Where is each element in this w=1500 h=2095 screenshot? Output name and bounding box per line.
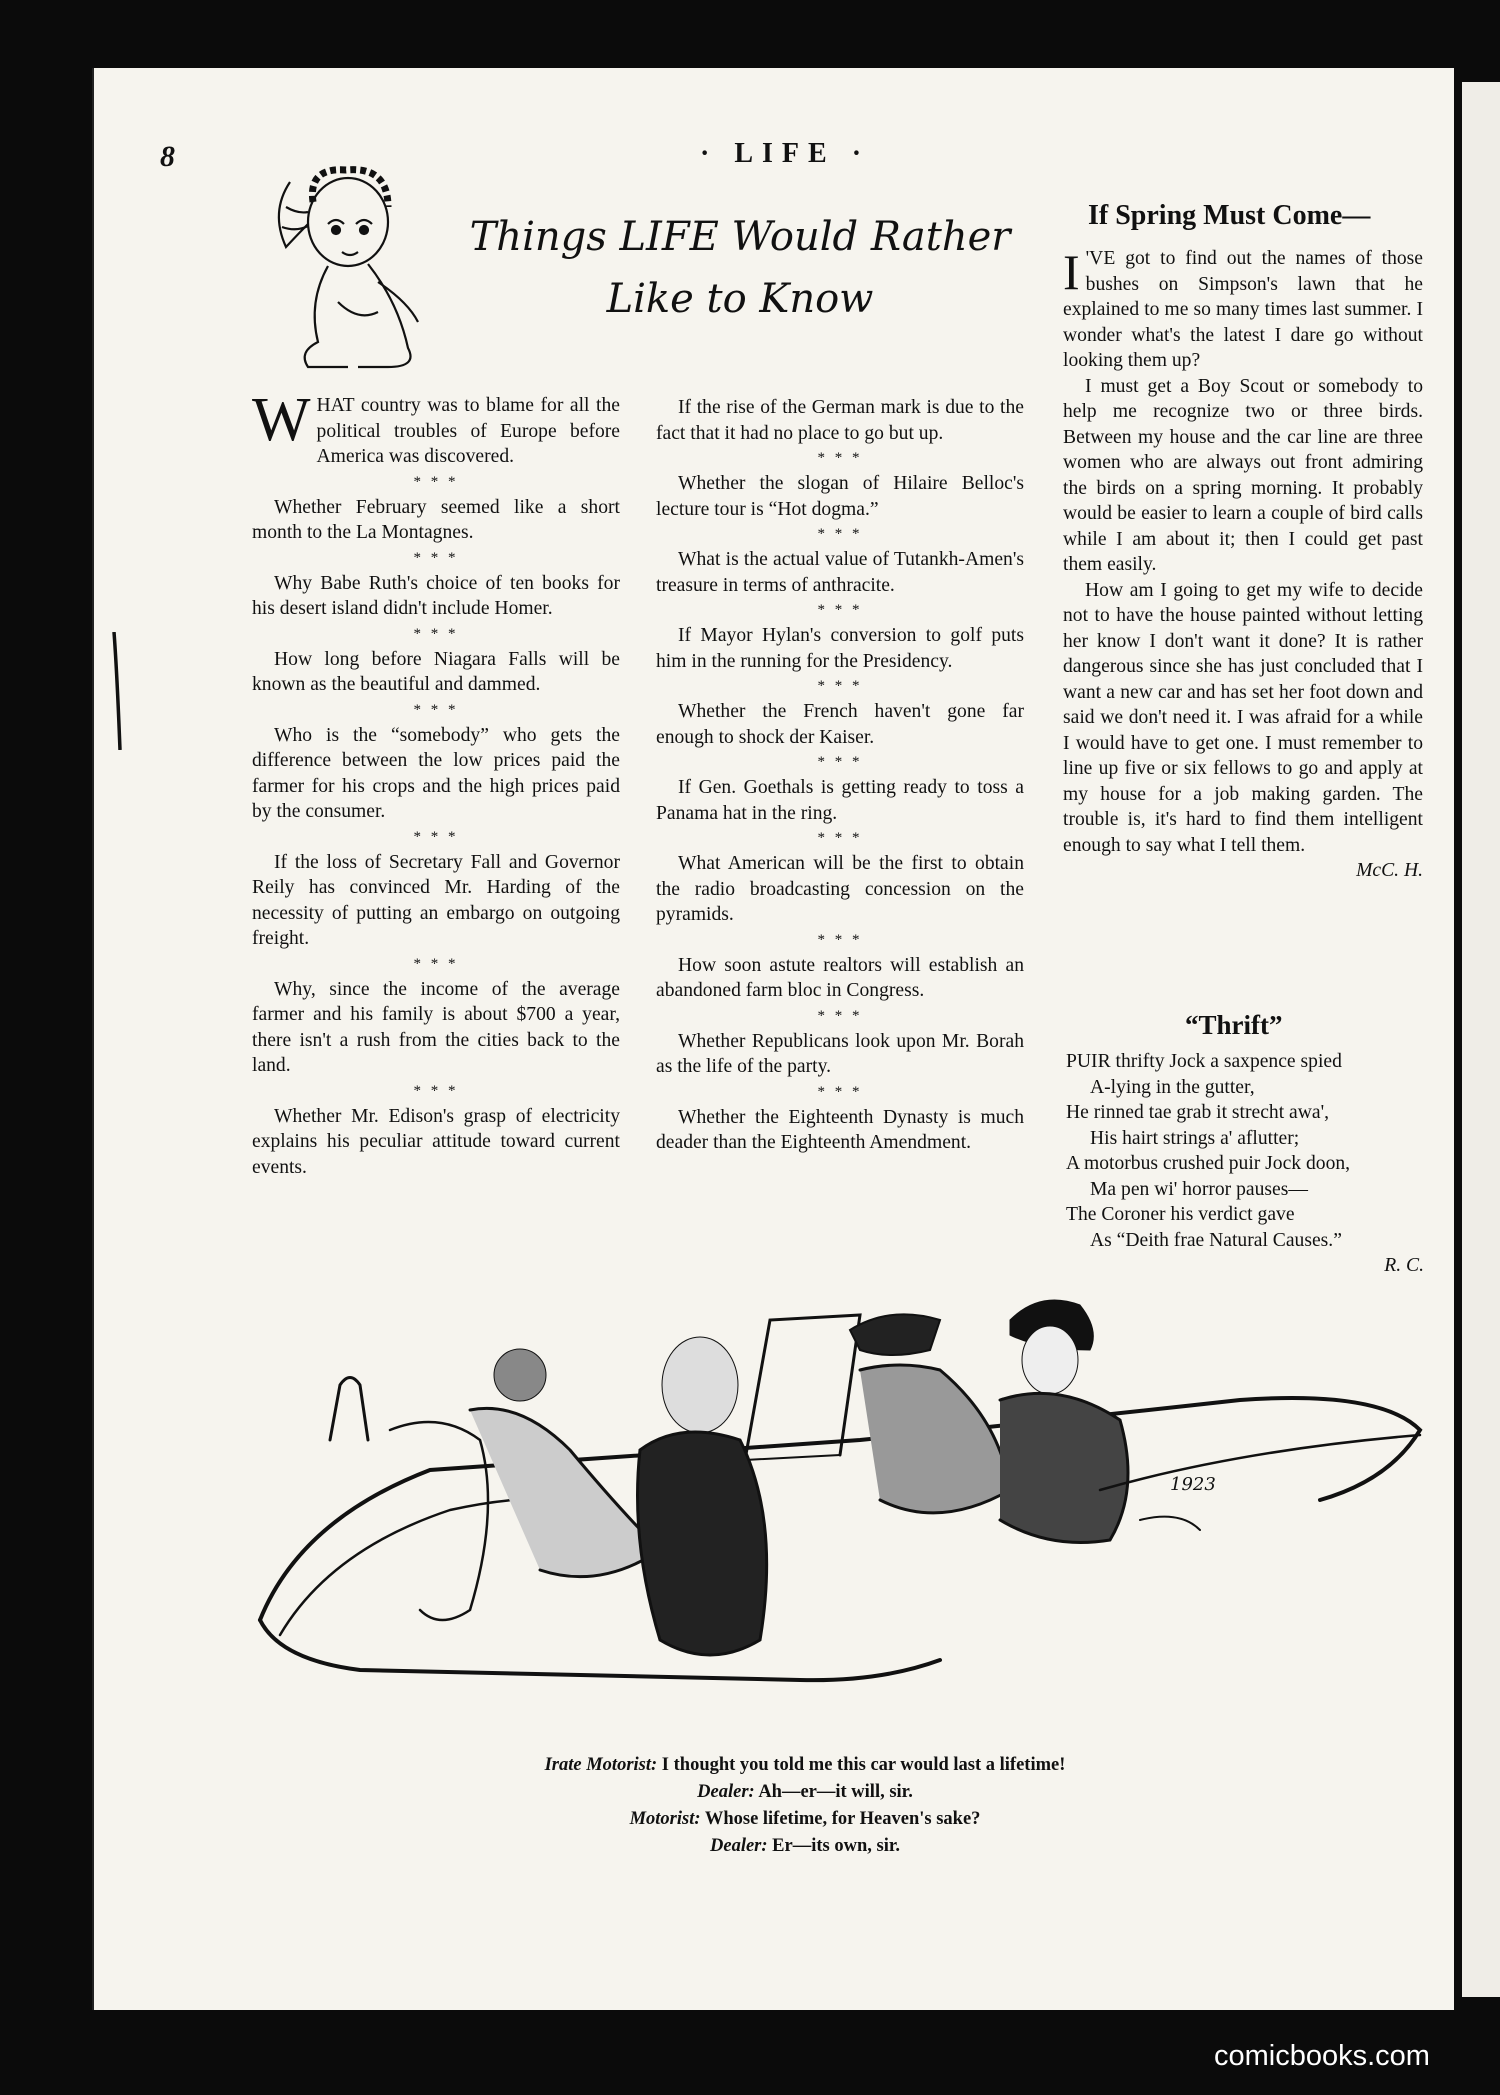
question-item: Whether the French haven't gone far enough to shock der Kaiser. — [656, 701, 1024, 748]
question-item: Why Babe Ruth's choice of ten books for his desert island didn't include Homer. — [252, 572, 620, 619]
question-item: Whether the Eighteenth Dynasty is much deader than the Eighteenth Amendment. — [656, 1106, 1024, 1153]
poem-line: PUIR thrifty Jock a saxpence spied — [1066, 1051, 1342, 1072]
cupid-illustration — [268, 152, 438, 384]
running-head: · LIFE · — [700, 138, 871, 169]
feature-column-2 — [656, 395, 1024, 1156]
thrift-signature: R. C. — [1384, 1255, 1424, 1276]
poem-line: As “Deith frae Natural Causes.” — [1090, 1229, 1342, 1251]
spring-article — [1063, 246, 1423, 884]
question-item: Whether February seemed like a short month to the La Montagnes. — [252, 496, 620, 543]
artist-signature: 1923 — [1170, 1474, 1216, 1495]
question-item: Who is the “somebody” who gets the difference between the low prices paid the farmer for his crops and the high prices paid by the consumer. — [252, 724, 620, 822]
site-watermark: comicbooks.com — [1214, 2040, 1430, 2072]
separator: * * * — [413, 625, 459, 642]
question-item: How soon astute realtors will establish an abandoned farm bloc in Congress. — [656, 954, 1024, 1001]
separator: * * * — [817, 602, 863, 618]
spring-signature: McC. H. — [1356, 860, 1423, 881]
separator: * * * — [413, 828, 459, 845]
spring-paragraph: How am I going to get my wife to decide not to have the house painted without letting her know I don't want it done? It is rather dangerous since she has just concluded that I want a new car and has set her foot down and said we don't need it. I was afraid for a while I would have to get one. I must remember to line up five or six fellows to go and apply at my house for a job making garden. The trouble is, it's hard to find them intelligent enough to say what I tell them. — [1063, 579, 1423, 856]
caption-line — [340, 1752, 1270, 1779]
feature-title-line-2: Like to Know — [606, 276, 874, 322]
caption-dialogue: Er—its own, sir. — [772, 1836, 900, 1856]
separator: * * * — [817, 754, 863, 770]
question-item: If the loss of Secretary Fall and Governor Reily has convinced Mr. Harding of the necessity of putting an embargo on outgoing freight. — [252, 851, 620, 949]
separator: * * * — [817, 450, 863, 466]
thrift-poem — [1066, 1049, 1424, 1279]
separator: * * * — [413, 701, 459, 718]
feature-lead-paragraph — [252, 386, 620, 470]
question-item: Whether Republicans look upon Mr. Borah as the life of the party. — [656, 1030, 1024, 1077]
caption-dialogue: Ah—er—it will, sir. — [758, 1782, 913, 1802]
car-cartoon-illustration — [240, 1290, 1440, 1760]
separator: * * * — [817, 931, 863, 948]
feature-title-line-1: Things LIFE Would Rather — [469, 214, 1011, 260]
separator: * * * — [413, 1082, 459, 1099]
caption-line — [340, 1779, 1270, 1806]
question-item: Whether the slogan of Hilaire Belloc's lecture tour is “Hot dogma.” — [656, 473, 1024, 520]
feature-column-1 — [252, 386, 620, 1180]
question-item: If Gen. Goethals is getting ready to toss a Panama hat in the ring. — [656, 777, 1024, 824]
separator: * * * — [413, 549, 459, 566]
lead-text: HAT country was to blame for all the political troubles of Europe before America was discovered. — [316, 395, 620, 467]
separator: * * * — [413, 473, 459, 490]
caption-dialogue: I thought you told me this car would last a lifetime! — [661, 1755, 1066, 1775]
caption-speaker: Dealer: — [710, 1836, 768, 1856]
spring-paragraph: I must get a Boy Scout or somebody to help me recognize two or three birds. Between my house and the car line are three women who are always out front admiring the birds on a spring morning. It probably would be easier to learn a couple of bird calls while I am about it; then I could get past them easily. — [1063, 375, 1423, 575]
lead-text: 'VE got to find out the names of those bushes on Simpson's lawn that he explained to me so many times last summer. I wonder what's the latest I dare go without looking them up? — [1063, 248, 1423, 371]
page-number: 8 — [160, 140, 175, 173]
cartoon-caption — [340, 1752, 1270, 1860]
poem-line: The Coroner his verdict gave — [1066, 1204, 1295, 1225]
caption-speaker: Dealer: — [697, 1782, 755, 1802]
question-item: How long before Niagara Falls will be known as the beautiful and dammed. — [252, 648, 620, 695]
margin-pen-mark — [112, 632, 122, 750]
drop-cap: W — [252, 386, 311, 454]
question-item: What is the actual value of Tutankh-Amen's treasure in terms of anthracite. — [656, 549, 1024, 596]
question-item: If the rise of the German mark is due to the fact that it had no place to go but up. — [656, 397, 1024, 444]
separator: * * * — [817, 1083, 863, 1100]
poem-line: A motorbus crushed puir Jock doon, — [1066, 1153, 1351, 1174]
separator: * * * — [817, 1007, 863, 1024]
poem-line: He rinned tae grab it strecht awa', — [1066, 1102, 1330, 1123]
poem-line: Ma pen wi' horror pauses— — [1090, 1178, 1308, 1200]
spring-lead-paragraph — [1063, 246, 1423, 374]
question-item: What American will be the first to obtain the radio broadcasting concession on the pyramids. — [656, 853, 1024, 925]
thrift-heading: “Thrift” — [1185, 1010, 1283, 1040]
separator: * * * — [413, 955, 459, 972]
question-item: If Mayor Hylan's conversion to golf puts him in the running for the Presidency. — [656, 625, 1024, 672]
separator: * * * — [817, 526, 863, 542]
feature-title — [440, 206, 1040, 330]
caption-line — [340, 1806, 1270, 1833]
spring-heading: If Spring Must Come— — [1088, 200, 1371, 231]
separator: * * * — [817, 830, 863, 846]
separator: * * * — [817, 678, 863, 694]
question-item: Whether Mr. Edison's grasp of electricity explains his peculiar attitude toward current events. — [252, 1105, 620, 1178]
poem-line: A-lying in the gutter, — [1090, 1076, 1255, 1098]
drop-cap: I — [1063, 244, 1080, 300]
caption-speaker: Motorist: — [629, 1809, 701, 1829]
caption-line — [340, 1833, 1270, 1860]
caption-speaker: Irate Motorist: — [544, 1755, 658, 1775]
question-item: Why, since the income of the average farmer and his family is about $700 a year, there isn't a rush from the cities back to the land. — [252, 978, 620, 1076]
poem-line: His hairt strings a' aflutter; — [1090, 1127, 1300, 1149]
caption-dialogue: Whose lifetime, for Heaven's sake? — [704, 1809, 981, 1829]
next-page-edge — [1462, 82, 1500, 1997]
